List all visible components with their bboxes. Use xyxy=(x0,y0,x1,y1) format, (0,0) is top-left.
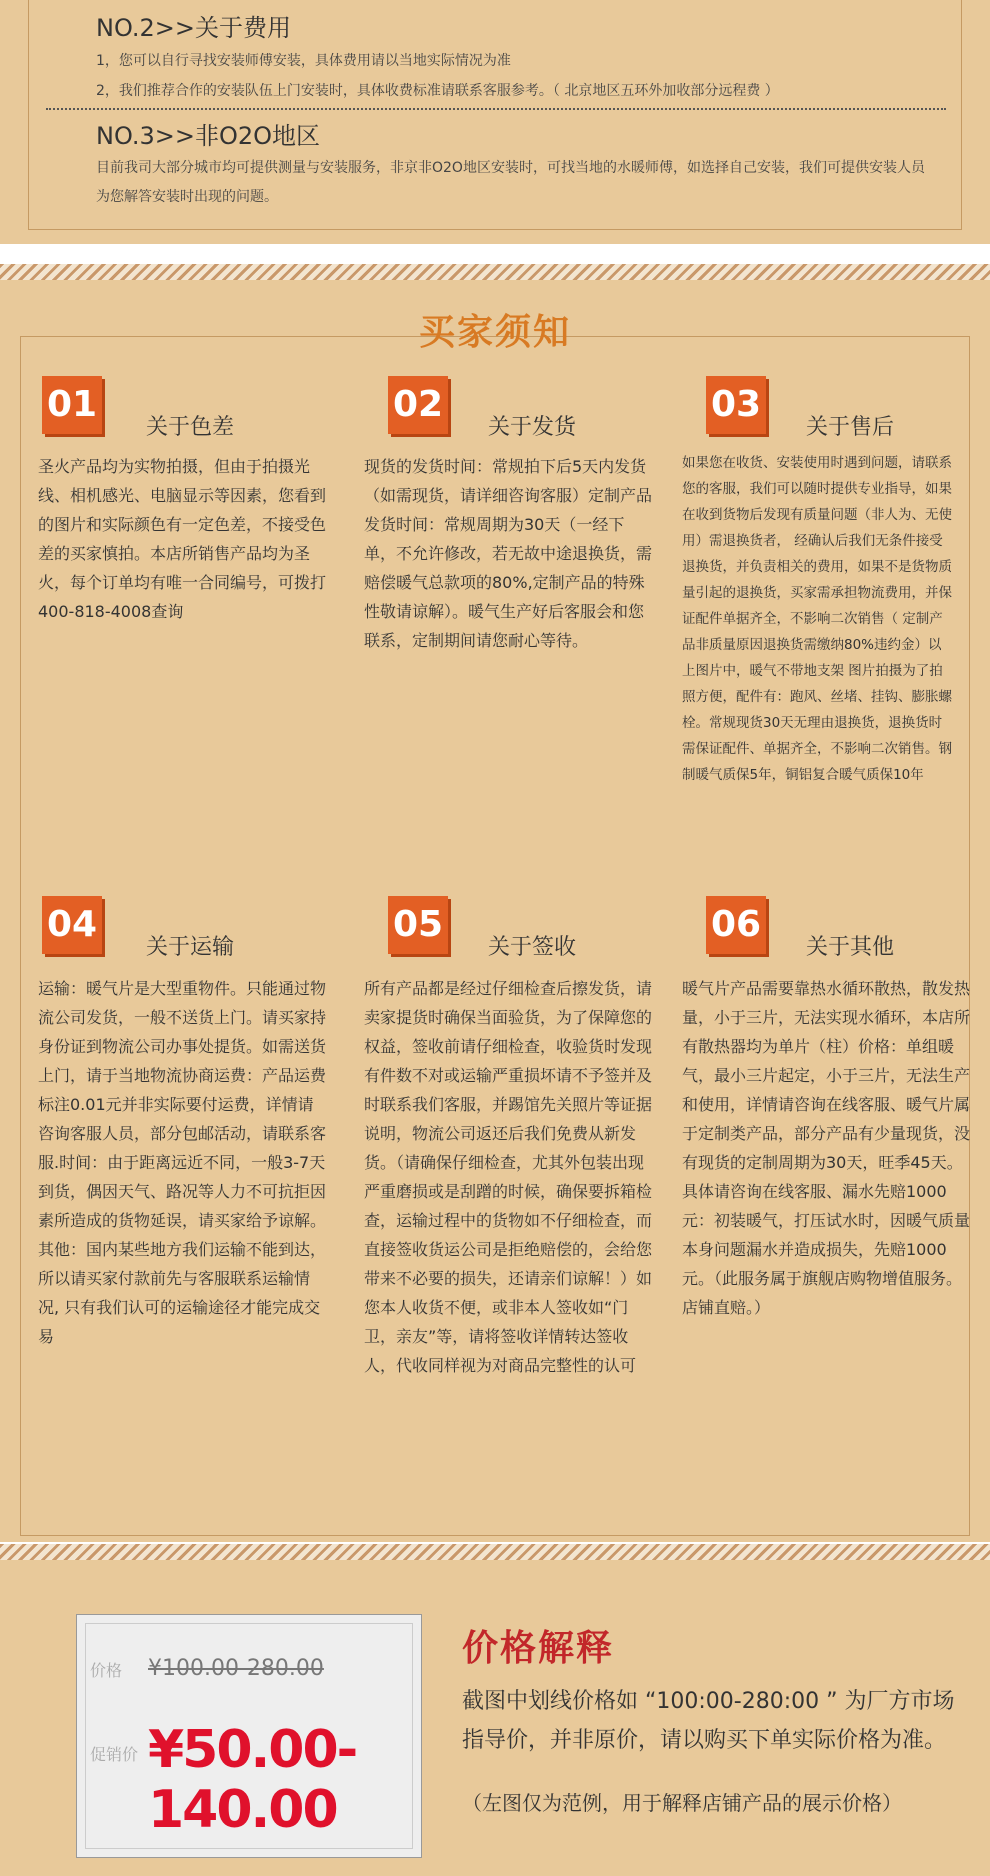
item-number-badge: 01 xyxy=(42,376,102,434)
item-text: 所有产品都是经过仔细检查后擦发货，请卖家提货时确保当面验货，为了保障您的权益，签收前请仔细检查，收验货时发现有件数不对或运输严重损坏请不予签并及时联系我们客服，并踢馆先关照片等证据说明，物流公司返还后我们免费从新发货。（请确保仔细检查，尤其外包装出现严重磨损或是刮蹭的时候，确保要拆箱检查，运输过程中的货物如不仔细检查，而直接签收货运公司是拒绝赔偿的，会给您带来不必要的损失，还请亲们谅解！）如您本人收货不便，或非本人签收如“门卫，亲友”等，请将签收详情转达签收人，代收同样视为对商品完整性的认可 xyxy=(364,979,653,1375)
stripe-divider xyxy=(0,1544,990,1560)
item-heading: 关于售后 xyxy=(806,415,895,440)
notice-no2-title: NO.2>>关于费用 xyxy=(96,14,291,42)
price-label: 价格 xyxy=(90,1661,123,1680)
item-number-badge: 05 xyxy=(388,896,448,954)
price-example-inner xyxy=(85,1623,413,1849)
item-number-badge: 03 xyxy=(706,376,766,434)
item-heading: 关于其他 xyxy=(806,935,895,960)
stripe-divider xyxy=(0,264,990,280)
item-number-badge: 02 xyxy=(388,376,448,434)
price-explanation-text: 截图中划线价格如 “100:00-280:00 ” 为厂方市场指导价，并非原价，请以购买下单实际价格为准。 xyxy=(462,1689,955,1753)
installation-notice-section xyxy=(0,0,990,244)
section-gap xyxy=(0,244,990,264)
notice-no2-line1: 1，您可以自行寻找安装师傅安装，具体费用请以当地实际情况为准 xyxy=(96,53,511,69)
item-heading: 关于色差 xyxy=(146,415,235,440)
item-text: 如果您在收货、安装使用时遇到问题，请联系您的客服，我们可以随时提供专业指导，如果在收到货物后发现有质量问题（非人为、无使用）需退换货者， 经确认后我们无条件接受退换货，并负责相关的费用，如果不是货物质量引起的退换货，买家需承担物流费用，并保证配件单据齐全，不影响二次销售（ 定制产品非质量原因退换货需缴纳80%违约金）以上图片中，暖气不带地支架 图片拍摄为了拍照方便，配件有：跑风、丝堵、挂钩、膨胀螺栓。常规现货30天无理由退换货，退换货时需保证配件、单据齐全，不影响二次销售。钢制暖气质保5年，铜铝复合暖气质保10年 xyxy=(682,455,952,783)
buyer-notice-section xyxy=(0,280,990,1542)
notice-divider xyxy=(46,108,946,110)
notice-no3-paragraph: 目前我司大部分城市均可提供测量与安装服务，非京非O2O地区安装时，可找当地的水暖师傅，如选择自己安装，我们可提供安装人员为您解答安装时出现的问题。 xyxy=(96,160,925,205)
item-number-badge: 04 xyxy=(42,896,102,954)
strike-price: ¥100.00-280.00 xyxy=(148,1656,324,1681)
item-text: 圣火产品均为实物拍摄，但由于拍摄光线、相机感光、电脑显示等因素，您看到的图片和实际颜色有一定色差，不接受色差的买家慎拍。本店所销售产品均为圣火，每个订单均有唯一合同编号，可拨打400-818-4008查询 xyxy=(38,457,327,621)
item-number-badge: 06 xyxy=(706,896,766,954)
price-example-image xyxy=(76,1614,422,1858)
item-text: 现货的发货时间：常规拍下后5天内发货（如需现货，请详细咨询客服）定制产品发货时间：常规周期为30天（一经下单，不允许修改，若无故中途退换货，需赔偿暖气总款项的80%,定制产品的特殊性敬请谅解）。暖气生产好后客服会和您联系，定制期间请您耐心等待。 xyxy=(364,457,653,650)
promo-label: 促销价 xyxy=(90,1745,139,1764)
price-explanation-title: 价格解释 xyxy=(462,1628,615,1669)
price-explanation-section xyxy=(0,1560,990,1876)
promo-price: ¥50.00-140.00 xyxy=(148,1720,357,1840)
buyer-notice-title: 买家须知 xyxy=(418,312,571,353)
item-text: 暖气片产品需要靠热水循环散热，散发热量，小于三片，无法实现水循环，本店所有散热器均为单片（柱）价格：单组暖气，最小三片起定，小于三片，无法生产和使用，详情请咨询在线客服、暖气片属于定制类产品，部分产品有少量现货，没有现货的定制周期为30天，旺季45天。具体请咨询在线客服、漏水先赔1000元：初装暖气，打压试水时，因暖气质量本身问题漏水并造成损失，先赔1000元。（此服务属于旗舰店购物增值服务。店铺直赔。） xyxy=(682,979,971,1317)
notice-no2-line2: 2，我们推荐合作的安装队伍上门安装时，具体收费标准请联系客服参考。（ 北京地区五环外加收部分远程费 ） xyxy=(96,83,779,99)
notice-no3-title: NO.3>>非O2O地区 xyxy=(96,122,321,150)
item-heading: 关于签收 xyxy=(488,935,577,960)
price-explanation-note: （左图仅为范例，用于解释店铺产品的展示价格） xyxy=(462,1791,902,1815)
item-text: 运输：暖气片是大型重物件。只能通过物流公司发货，一般不送货上门。请买家持身份证到物流公司办事处提货。如需送货上门，请于当地物流协商运费：产品运费标注0.01元并非实际要付运费，详情请咨询客服人员，部分包邮活动，请联系客服.时间：由于距离远近不同，一般3-7天到货，偶因天气、路况等人力不可抗拒因素所造成的货物延误，请买家给予谅解。其他：国内某些地方我们运输不能到达，所以请买家付款前先与客服联系运输情况, 只有我们认可的运输途径才能完成交易 xyxy=(38,979,327,1346)
item-heading: 关于发货 xyxy=(488,415,577,440)
item-heading: 关于运输 xyxy=(146,935,235,960)
